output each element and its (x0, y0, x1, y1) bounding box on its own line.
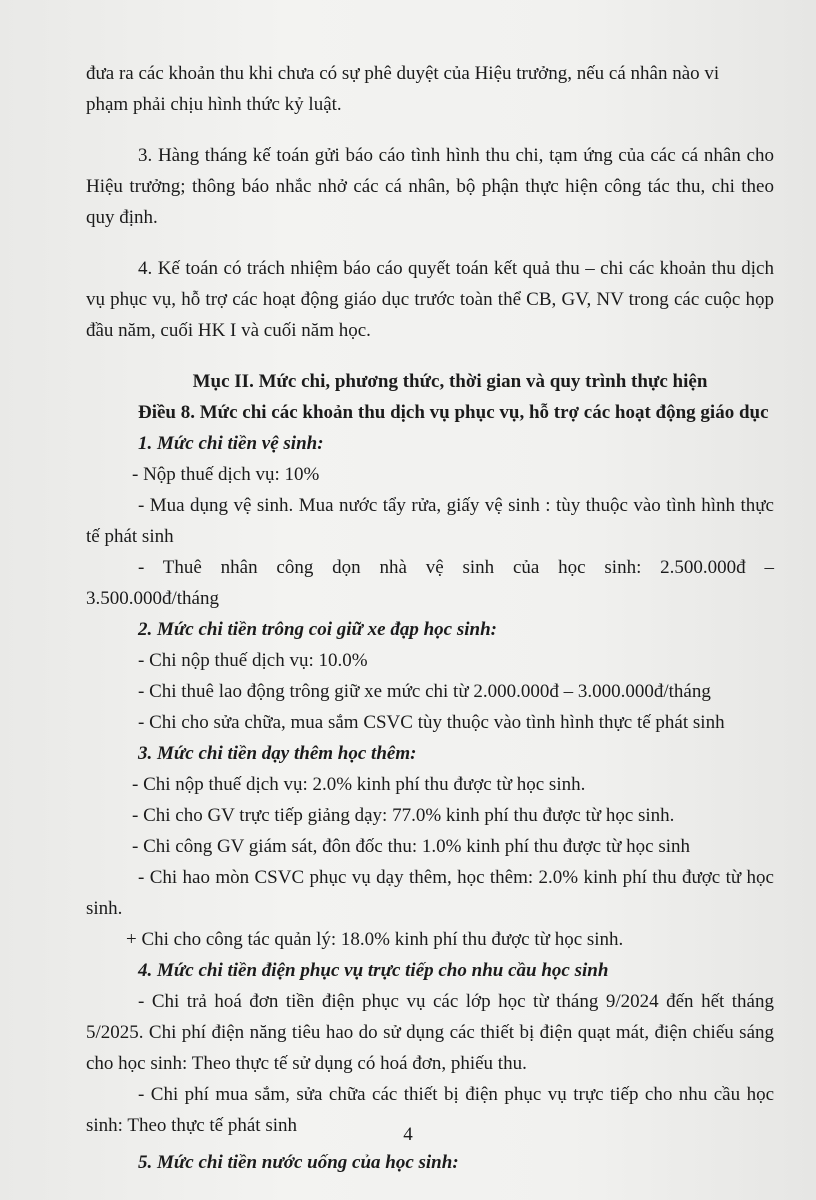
document-body (86, 58, 774, 1178)
item-3-line-b: - Chi cho GV trực tiếp giảng dạy: 77.0% kinh phí thu được từ học sinh. (132, 805, 675, 826)
item-1-line-b: - Mua dụng vệ sinh. Mua nước tẩy rửa, giấy vệ sinh : tùy thuộc vào tình hình thực tế phát sinh (86, 495, 774, 547)
item-4-line-b: - Chi phí mua sắm, sửa chữa các thiết bị điện phục vụ trực tiếp cho nhu cầu học sinh: Theo thực tế phát sinh (86, 1084, 774, 1136)
paragraph-continuation: đưa ra các khoản thu khi chưa có sự phê duyệt của Hiệu trưởng, nếu cá nhân nào vi (86, 63, 720, 84)
item-1-line-a: - Nộp thuế dịch vụ: 10% (132, 464, 320, 485)
item-3-line-e: + Chi cho công tác quản lý: 18.0% kinh phí thu được từ học sinh. (126, 929, 624, 950)
item-3-line-d: - Chi hao mòn CSVC phục vụ dạy thêm, học thêm: 2.0% kinh phí thu được từ học sinh. (86, 867, 774, 919)
item-2-line-c: - Chi cho sửa chữa, mua sắm CSVC tùy thuộc vào tình hình thực tế phát sinh (138, 712, 725, 733)
item-1-title: 1. Mức chi tiền vệ sinh: (138, 433, 324, 454)
item-2-line-a: - Chi nộp thuế dịch vụ: 10.0% (138, 650, 368, 671)
item-3-title: 3. Mức chi tiền dạy thêm học thêm: (138, 743, 417, 764)
item-3-line-a: - Chi nộp thuế dịch vụ: 2.0% kinh phí thu được từ học sinh. (132, 774, 586, 795)
paragraph-continuation-end: phạm phải chịu hình thức kỷ luật. (86, 94, 342, 115)
article-8-heading: Điều 8. Mức chi các khoản thu dịch vụ phục vụ, hỗ trợ các hoạt động giáo dục (138, 402, 769, 423)
item-1-line-c: - Thuê nhân công dọn nhà vệ sinh của học sinh: 2.500.000đ – 3.500.000đ/tháng (86, 557, 774, 609)
clause-3-paragraph: 3. Hàng tháng kế toán gửi báo cáo tình hình thu chi, tạm ứng của các cá nhân cho Hiệu trưởng; thông báo nhắc nhở các cá nhân, bộ phận thực hiện công tác thu, chi theo quy định. (86, 145, 774, 228)
page-number: 4 (403, 1124, 413, 1145)
section-ii-heading: Mục II. Mức chi, phương thức, thời gian và quy trình thực hiện (192, 371, 708, 392)
item-2-line-b: - Chi thuê lao động trông giữ xe mức chi từ 2.000.000đ – 3.000.000đ/tháng (138, 681, 711, 702)
item-4-line-a: - Chi trả hoá đơn tiền điện phục vụ các lớp học từ tháng 9/2024 đến hết tháng 5/2025. Chi phí điện năng tiêu hao do sử dụng các thiết bị điện quạt mát, điện chiếu sáng cho học sinh: Theo thực tế sử dụng có hoá đơn, phiếu thu. (86, 991, 774, 1074)
item-5-title: 5. Mức chi tiền nước uống của học sinh: (138, 1152, 459, 1173)
item-2-title: 2. Mức chi tiền trông coi giữ xe đạp học sinh: (138, 619, 497, 640)
item-4-title: 4. Mức chi tiền điện phục vụ trực tiếp cho nhu cầu học sinh (138, 960, 609, 981)
clause-4-paragraph: 4. Kế toán có trách nhiệm báo cáo quyết toán kết quả thu – chi các khoản thu dịch vụ phục vụ, hỗ trợ các hoạt động giáo dục trước toàn thể CB, GV, NV trong các cuộc họp đầu năm, cuối HK I và cuối năm học. (86, 258, 774, 341)
item-3-line-c: - Chi công GV giám sát, đôn đốc thu: 1.0% kinh phí thu được từ học sinh (132, 836, 691, 857)
